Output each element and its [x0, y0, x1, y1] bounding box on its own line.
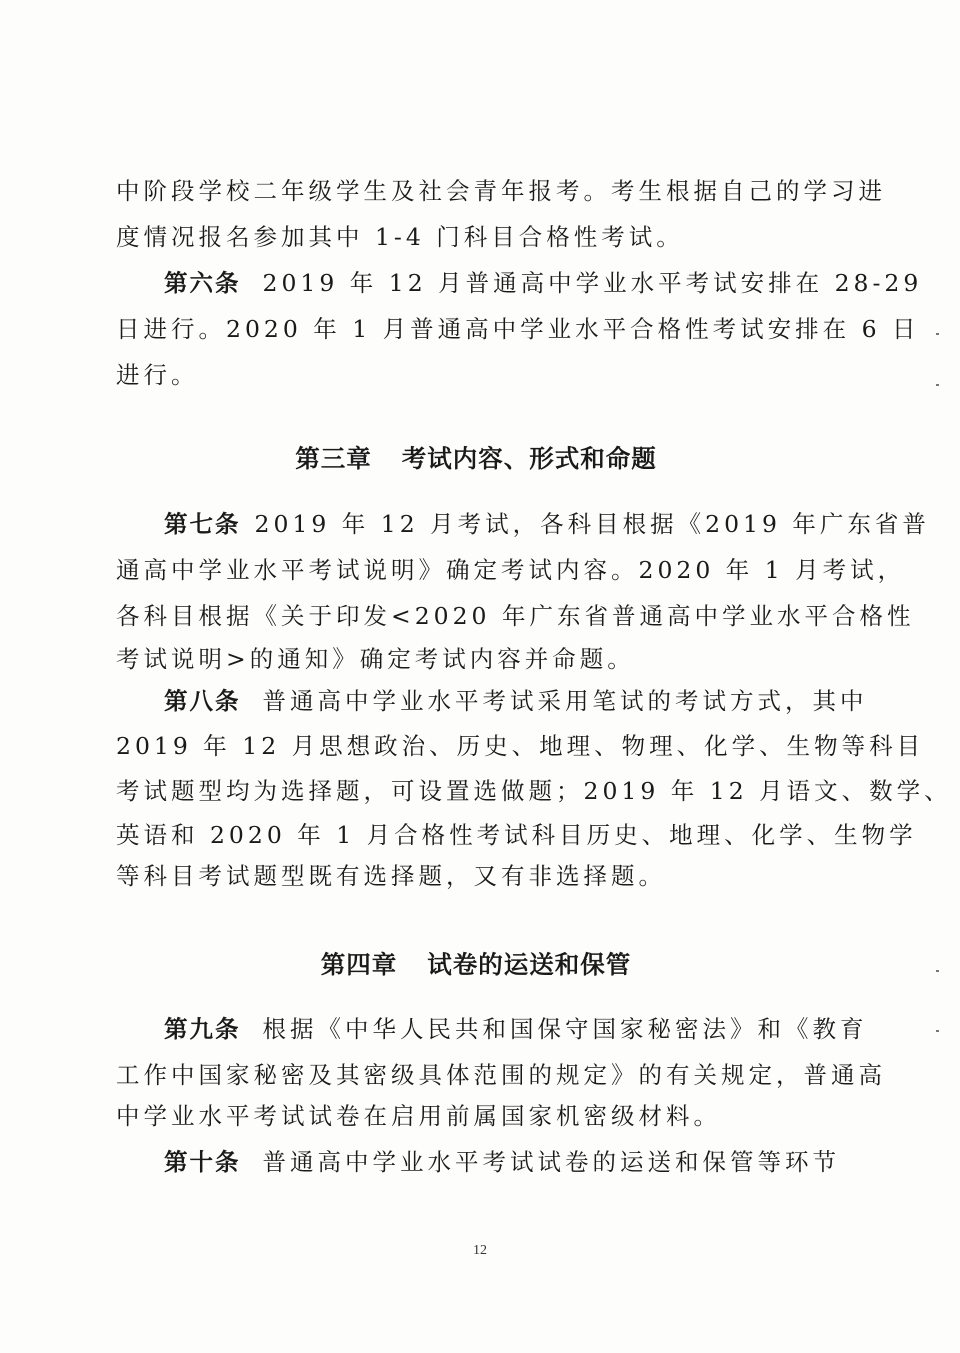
- article-9-label: 第九条: [164, 1015, 241, 1043]
- scan-speck: [936, 970, 939, 972]
- scan-speck: [936, 384, 939, 386]
- scan-speck: [936, 1030, 939, 1032]
- article-8-line: 英语和 2020 年 1 月合格性考试科目历史、地理、化学、生物学: [116, 821, 917, 849]
- article-7-label: 第七条: [164, 510, 241, 538]
- article-10-first-line: [116, 1142, 840, 1182]
- article-6-text: 2019 年 12 月普通高中学业水平考试安排在 28-29: [262, 269, 923, 297]
- scan-speck: [936, 333, 939, 335]
- article-9-text: 根据《中华人民共和国保守国家秘密法》和《教育: [262, 1015, 868, 1043]
- article-7-line: 考试说明>的通知》确定考试内容并命题。: [116, 645, 635, 673]
- article-9-line: 工作中国家秘密及其密级具体范围的规定》的有关规定，普通高: [116, 1061, 886, 1089]
- paragraph-line: 中阶段学校二年级学生及社会青年报考。考生根据自己的学习进: [116, 177, 886, 205]
- chapter-4-title: 试卷的运送和保管: [427, 950, 632, 979]
- article-6-first-line: [116, 263, 923, 303]
- article-8-first-line: [116, 681, 868, 721]
- article-8-label: 第八条: [164, 687, 241, 715]
- page-number: 12: [473, 1243, 487, 1258]
- article-8-line: 等科目考试题型既有选择题，又有非选择题。: [116, 862, 666, 890]
- article-6-line: 日进行。2020 年 1 月普通高中学业水平合格性考试安排在 6 日: [116, 315, 920, 343]
- paragraph-line: 度情况报名参加其中 1-4 门科目合格性考试。: [116, 223, 684, 251]
- article-7-first-line: [116, 504, 930, 544]
- article-8-text: 普通高中学业水平考试采用笔试的考试方式，其中: [262, 687, 868, 715]
- chapter-4-heading: [116, 943, 836, 987]
- article-10-label: 第十条: [164, 1148, 241, 1176]
- article-7-line: 各科目根据《关于印发<2020 年广东省普通高中学业水平合格性: [116, 602, 915, 630]
- article-10-text: 普通高中学业水平考试试卷的运送和保管等环节: [262, 1148, 840, 1176]
- article-6-label: 第六条: [164, 269, 241, 297]
- chapter-3-number: 第三章: [295, 444, 372, 473]
- chapter-3-title: 考试内容、形式和命题: [401, 444, 657, 473]
- article-6-line: 进行。: [116, 361, 199, 389]
- chapter-4-number: 第四章: [320, 950, 398, 979]
- chapter-3-heading: [116, 437, 836, 481]
- article-8-line: 考试题型均为选择题，可设置选做题；2019 年 12 月语文、数学、: [116, 777, 952, 805]
- article-9-line: 中学业水平考试试卷在启用前属国家机密级材料。: [116, 1102, 721, 1130]
- article-7-line: 通高中学业水平考试说明》确定考试内容。2020 年 1 月考试，: [116, 556, 906, 584]
- article-7-text: 2019 年 12 月考试，各科目根据《2019 年广东省普: [254, 510, 930, 538]
- article-8-line: 2019 年 12 月思想政治、历史、地理、物理、化学、生物等科目: [116, 732, 925, 760]
- article-9-first-line: [116, 1009, 868, 1049]
